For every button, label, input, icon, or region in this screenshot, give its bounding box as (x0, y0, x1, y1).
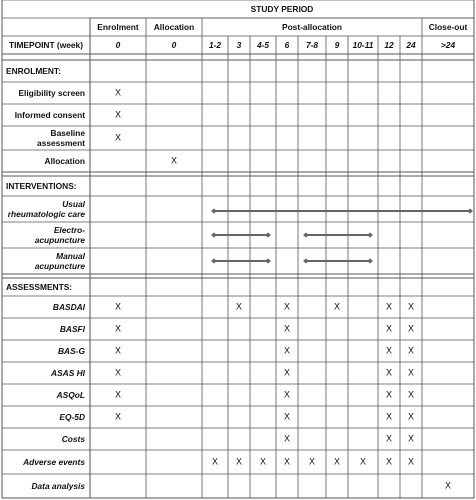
x-mark: X (444, 480, 452, 491)
row-label-eligibility: Eligibility screen (18, 87, 85, 98)
x-mark: X (114, 345, 122, 356)
x-mark: X (170, 155, 178, 166)
x-mark: X (385, 433, 393, 444)
x-mark: X (283, 301, 291, 312)
x-mark: X (114, 109, 122, 120)
row-label-analysis: Data analysis (31, 480, 85, 491)
timepoint-label: TIMEPOINT (week) (9, 39, 83, 50)
x-mark: X (385, 323, 393, 334)
x-mark: X (333, 301, 341, 312)
x-mark: X (235, 301, 243, 312)
x-mark: X (283, 411, 291, 422)
x-mark: X (407, 456, 415, 467)
x-mark: X (407, 301, 415, 312)
row-label-basdai: BASDAI (52, 301, 85, 312)
x-mark: X (385, 367, 393, 378)
timepoint-8: 10-11 (352, 39, 374, 50)
section-enrolment: ENROLMENT: (6, 65, 61, 76)
x-mark: X (333, 456, 341, 467)
row-label-line: assessment (37, 137, 85, 148)
timepoint-4: 4-5 (256, 39, 270, 50)
x-mark: X (114, 323, 122, 334)
x-mark: X (211, 456, 219, 467)
timepoint-3: 3 (236, 39, 242, 50)
x-mark: X (283, 433, 291, 444)
x-mark: X (385, 345, 393, 356)
row-label-usual_care (8, 199, 85, 219)
x-mark: X (259, 456, 267, 467)
row-label-line: Usual (62, 198, 85, 209)
x-mark: X (114, 367, 122, 378)
x-mark: X (114, 389, 122, 400)
row-label-line: acupuncture (34, 234, 85, 245)
timepoint-9: 12 (384, 39, 394, 50)
phase-header: Post-allocation (281, 21, 343, 32)
study-period-header: STUDY PERIOD (250, 3, 314, 14)
x-mark: X (283, 389, 291, 400)
row-label-basfi: BASFI (59, 323, 85, 334)
x-mark: X (114, 132, 122, 143)
row-label-line: Manual (56, 250, 85, 261)
x-mark: X (114, 411, 122, 422)
x-mark: X (308, 456, 316, 467)
x-mark: X (359, 456, 367, 467)
x-mark: X (114, 87, 122, 98)
phase-header: Enrolment (97, 21, 139, 32)
row-label-line: rheumatologic care (7, 208, 85, 219)
row-label-line: Electro- (53, 224, 85, 235)
x-mark: X (283, 456, 291, 467)
x-mark: X (385, 301, 393, 312)
x-mark: X (114, 301, 122, 312)
section-assessments: ASSESSMENTS: (6, 281, 73, 292)
x-mark: X (235, 456, 243, 467)
x-mark: X (407, 367, 415, 378)
x-mark: X (283, 367, 291, 378)
x-mark: X (283, 323, 291, 334)
section-interventions: INTERVENTIONS: (6, 180, 77, 191)
row-label-allocation: Allocation (44, 155, 85, 166)
row-label-costs: Costs (61, 433, 85, 444)
timepoint-6: 7-8 (305, 39, 319, 50)
row-label-consent: Informed consent (14, 109, 85, 120)
x-mark: X (407, 411, 415, 422)
row-label-manual (35, 251, 85, 271)
x-mark: X (407, 345, 415, 356)
timepoint-0: 0 (115, 39, 121, 50)
row-label-asashi: ASAS HI (51, 367, 85, 378)
timepoint-7: 9 (334, 39, 340, 50)
row-label-electro (35, 225, 85, 245)
timepoint-1: 0 (171, 39, 177, 50)
row-label-line: acupuncture (34, 260, 85, 271)
timepoint-5: 6 (284, 39, 290, 50)
phase-header: Close-out (428, 21, 468, 32)
phase-header: Allocation (153, 21, 195, 32)
x-mark: X (283, 345, 291, 356)
row-label-asqol: ASQoL (56, 389, 85, 400)
timepoint-10: 24 (406, 39, 416, 50)
row-label-basg: BAS-G (58, 345, 85, 356)
x-mark: X (385, 411, 393, 422)
row-label-eq5d: EQ-5D (59, 411, 85, 422)
timepoint-2: 1-2 (208, 39, 222, 50)
row-label-baseline (37, 128, 85, 148)
row-label-adverse: Adverse events (23, 456, 85, 467)
x-mark: X (385, 389, 393, 400)
row-label-line: Baseline (50, 127, 85, 138)
x-mark: X (385, 456, 393, 467)
timepoint-11: >24 (440, 39, 456, 50)
x-mark: X (407, 323, 415, 334)
x-mark: X (407, 433, 415, 444)
x-mark: X (407, 389, 415, 400)
